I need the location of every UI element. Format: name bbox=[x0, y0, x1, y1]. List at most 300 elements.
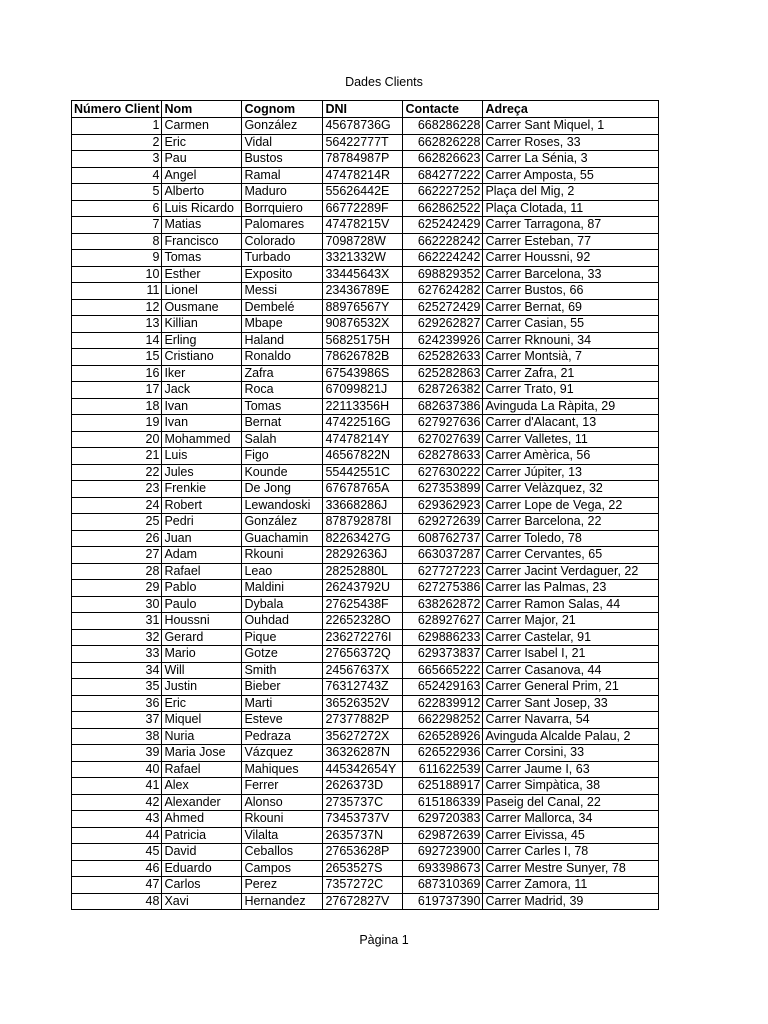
first-name-cell: Eduardo bbox=[162, 860, 242, 877]
dni-cell: 33445643X bbox=[323, 266, 403, 283]
table-row bbox=[72, 530, 659, 547]
first-name-cell: Jules bbox=[162, 464, 242, 481]
client-number-cell: 32 bbox=[72, 629, 162, 646]
client-number-cell: 24 bbox=[72, 497, 162, 514]
contact-cell: 693398673 bbox=[403, 860, 483, 877]
table-row bbox=[72, 250, 659, 267]
first-name-cell: Maria Jose bbox=[162, 745, 242, 762]
first-name-cell: Jack bbox=[162, 382, 242, 399]
table-row bbox=[72, 613, 659, 630]
last-name-cell: Colorado bbox=[242, 233, 323, 250]
client-number-cell: 29 bbox=[72, 580, 162, 597]
client-number-cell: 23 bbox=[72, 481, 162, 498]
client-number-cell: 1 bbox=[72, 118, 162, 135]
contact-cell: 622839912 bbox=[403, 695, 483, 712]
table-row bbox=[72, 481, 659, 498]
column-header-dni: DNI bbox=[323, 101, 403, 118]
table-row bbox=[72, 877, 659, 894]
address-cell: Carrer Sant Josep, 33 bbox=[483, 695, 659, 712]
last-name-cell: Dybala bbox=[242, 596, 323, 613]
dni-cell: 28292636J bbox=[323, 547, 403, 564]
last-name-cell: Campos bbox=[242, 860, 323, 877]
contact-cell: 629373837 bbox=[403, 646, 483, 663]
first-name-cell: Frenkie bbox=[162, 481, 242, 498]
contact-cell: 608762737 bbox=[403, 530, 483, 547]
first-name-cell: Gerard bbox=[162, 629, 242, 646]
dni-cell: 445342654Y bbox=[323, 761, 403, 778]
address-cell: Avinguda La Ràpita, 29 bbox=[483, 398, 659, 415]
last-name-cell: Guachamin bbox=[242, 530, 323, 547]
table-row bbox=[72, 679, 659, 696]
dni-cell: 78626782B bbox=[323, 349, 403, 366]
contact-cell: 624239926 bbox=[403, 332, 483, 349]
table-row bbox=[72, 200, 659, 217]
client-number-cell: 20 bbox=[72, 431, 162, 448]
last-name-cell: Perez bbox=[242, 877, 323, 894]
table-row bbox=[72, 233, 659, 250]
contact-cell: 627275386 bbox=[403, 580, 483, 597]
last-name-cell: Leao bbox=[242, 563, 323, 580]
dni-cell: 2735737C bbox=[323, 794, 403, 811]
dni-cell: 46567822N bbox=[323, 448, 403, 465]
last-name-cell: Pique bbox=[242, 629, 323, 646]
last-name-cell: Gotze bbox=[242, 646, 323, 663]
address-cell: Carrer Barcelona, 33 bbox=[483, 266, 659, 283]
contact-cell: 627927636 bbox=[403, 415, 483, 432]
client-number-cell: 34 bbox=[72, 662, 162, 679]
address-cell: Carrer Zafra, 21 bbox=[483, 365, 659, 382]
first-name-cell: Luis bbox=[162, 448, 242, 465]
last-name-cell: Rkouni bbox=[242, 811, 323, 828]
table-row bbox=[72, 844, 659, 861]
contact-cell: 627727223 bbox=[403, 563, 483, 580]
first-name-cell: Cristiano bbox=[162, 349, 242, 366]
table-body bbox=[72, 118, 659, 910]
client-number-cell: 40 bbox=[72, 761, 162, 778]
address-cell: Paseig del Canal, 22 bbox=[483, 794, 659, 811]
contact-cell: 625272429 bbox=[403, 299, 483, 316]
address-cell: Carrer Esteban, 77 bbox=[483, 233, 659, 250]
address-cell: Plaça Clotada, 11 bbox=[483, 200, 659, 217]
client-number-cell: 47 bbox=[72, 877, 162, 894]
address-cell: Carrer Zamora, 11 bbox=[483, 877, 659, 894]
address-cell: Carrer Amèrica, 56 bbox=[483, 448, 659, 465]
table-row bbox=[72, 745, 659, 762]
first-name-cell: Iker bbox=[162, 365, 242, 382]
last-name-cell: Maldini bbox=[242, 580, 323, 597]
clients-table bbox=[71, 100, 659, 910]
last-name-cell: Bustos bbox=[242, 151, 323, 168]
last-name-cell: Bernat bbox=[242, 415, 323, 432]
last-name-cell: Roca bbox=[242, 382, 323, 399]
dni-cell: 3321332W bbox=[323, 250, 403, 267]
address-cell: Carrer Major, 21 bbox=[483, 613, 659, 630]
dni-cell: 90876532X bbox=[323, 316, 403, 333]
last-name-cell: Kounde bbox=[242, 464, 323, 481]
dni-cell: 2626373D bbox=[323, 778, 403, 795]
table-row bbox=[72, 712, 659, 729]
client-number-cell: 16 bbox=[72, 365, 162, 382]
dni-cell: 47422516G bbox=[323, 415, 403, 432]
dni-cell: 82263427G bbox=[323, 530, 403, 547]
contact-cell: 628927627 bbox=[403, 613, 483, 630]
client-number-cell: 7 bbox=[72, 217, 162, 234]
dni-cell: 88976567Y bbox=[323, 299, 403, 316]
contact-cell: 662298252 bbox=[403, 712, 483, 729]
table-row bbox=[72, 365, 659, 382]
last-name-cell: Mbape bbox=[242, 316, 323, 333]
client-number-cell: 48 bbox=[72, 893, 162, 910]
table-row bbox=[72, 695, 659, 712]
contact-cell: 627624282 bbox=[403, 283, 483, 300]
client-number-cell: 5 bbox=[72, 184, 162, 201]
address-cell: Carrer Trato, 91 bbox=[483, 382, 659, 399]
last-name-cell: Ferrer bbox=[242, 778, 323, 795]
last-name-cell: Figo bbox=[242, 448, 323, 465]
client-number-cell: 27 bbox=[72, 547, 162, 564]
address-cell: Carrer Corsini, 33 bbox=[483, 745, 659, 762]
page-footer: Pàgina 1 bbox=[359, 933, 409, 947]
dni-cell: 76312743Z bbox=[323, 679, 403, 696]
dni-cell: 22113356H bbox=[323, 398, 403, 415]
table-row bbox=[72, 563, 659, 580]
first-name-cell: Pablo bbox=[162, 580, 242, 597]
last-name-cell: Messi bbox=[242, 283, 323, 300]
column-header-address: Adreça bbox=[483, 101, 659, 118]
client-number-cell: 18 bbox=[72, 398, 162, 415]
client-number-cell: 9 bbox=[72, 250, 162, 267]
last-name-cell: Haland bbox=[242, 332, 323, 349]
last-name-cell: Rkouni bbox=[242, 547, 323, 564]
client-number-cell: 19 bbox=[72, 415, 162, 432]
table-row bbox=[72, 415, 659, 432]
contact-cell: 662224242 bbox=[403, 250, 483, 267]
client-number-cell: 44 bbox=[72, 827, 162, 844]
table-row bbox=[72, 299, 659, 316]
contact-cell: 698829352 bbox=[403, 266, 483, 283]
first-name-cell: Angel bbox=[162, 167, 242, 184]
dni-cell: 67099821J bbox=[323, 382, 403, 399]
table-row bbox=[72, 646, 659, 663]
client-number-cell: 25 bbox=[72, 514, 162, 531]
dni-cell: 27672827V bbox=[323, 893, 403, 910]
contact-cell: 611622539 bbox=[403, 761, 483, 778]
first-name-cell: Pedri bbox=[162, 514, 242, 531]
address-cell: Carrer Casian, 55 bbox=[483, 316, 659, 333]
first-name-cell: Will bbox=[162, 662, 242, 679]
client-number-cell: 28 bbox=[72, 563, 162, 580]
contact-cell: 663037287 bbox=[403, 547, 483, 564]
first-name-cell: Patricia bbox=[162, 827, 242, 844]
address-cell: Carrer Isabel I, 21 bbox=[483, 646, 659, 663]
address-cell: Carrer Eivissa, 45 bbox=[483, 827, 659, 844]
client-number-cell: 11 bbox=[72, 283, 162, 300]
address-cell: Carrer Montsià, 7 bbox=[483, 349, 659, 366]
client-number-cell: 14 bbox=[72, 332, 162, 349]
first-name-cell: Nuria bbox=[162, 728, 242, 745]
first-name-cell: Ivan bbox=[162, 415, 242, 432]
table-row bbox=[72, 794, 659, 811]
first-name-cell: Killian bbox=[162, 316, 242, 333]
contact-cell: 662826228 bbox=[403, 134, 483, 151]
column-header-client-number: Número Client bbox=[72, 101, 162, 118]
table-row bbox=[72, 382, 659, 399]
client-number-cell: 45 bbox=[72, 844, 162, 861]
first-name-cell: Matias bbox=[162, 217, 242, 234]
contact-cell: 629362923 bbox=[403, 497, 483, 514]
last-name-cell: De Jong bbox=[242, 481, 323, 498]
last-name-cell: Marti bbox=[242, 695, 323, 712]
last-name-cell: Esteve bbox=[242, 712, 323, 729]
table-row bbox=[72, 893, 659, 910]
dni-cell: 67678765A bbox=[323, 481, 403, 498]
dni-cell: 33668286J bbox=[323, 497, 403, 514]
contact-cell: 625282633 bbox=[403, 349, 483, 366]
dni-cell: 23436789E bbox=[323, 283, 403, 300]
client-number-cell: 43 bbox=[72, 811, 162, 828]
client-number-cell: 4 bbox=[72, 167, 162, 184]
contact-cell: 626528926 bbox=[403, 728, 483, 745]
dni-cell: 36326287N bbox=[323, 745, 403, 762]
table-row bbox=[72, 860, 659, 877]
last-name-cell: Ceballos bbox=[242, 844, 323, 861]
contact-cell: 619737390 bbox=[403, 893, 483, 910]
first-name-cell: Houssni bbox=[162, 613, 242, 630]
last-name-cell: Vázquez bbox=[242, 745, 323, 762]
first-name-cell: Carlos bbox=[162, 877, 242, 894]
table-row bbox=[72, 662, 659, 679]
client-number-cell: 39 bbox=[72, 745, 162, 762]
table-row bbox=[72, 497, 659, 514]
contact-cell: 627630222 bbox=[403, 464, 483, 481]
client-number-cell: 15 bbox=[72, 349, 162, 366]
last-name-cell: Ouhdad bbox=[242, 613, 323, 630]
contact-cell: 629720383 bbox=[403, 811, 483, 828]
client-number-cell: 2 bbox=[72, 134, 162, 151]
dni-cell: 2653527S bbox=[323, 860, 403, 877]
first-name-cell: Alex bbox=[162, 778, 242, 795]
table-row bbox=[72, 398, 659, 415]
contact-cell: 638262872 bbox=[403, 596, 483, 613]
column-header-first-name: Nom bbox=[162, 101, 242, 118]
first-name-cell: Carmen bbox=[162, 118, 242, 135]
dni-cell: 27377882P bbox=[323, 712, 403, 729]
dni-cell: 7357272C bbox=[323, 877, 403, 894]
table-row bbox=[72, 316, 659, 333]
contact-cell: 615186339 bbox=[403, 794, 483, 811]
last-name-cell: González bbox=[242, 118, 323, 135]
contact-cell: 629872639 bbox=[403, 827, 483, 844]
table-row bbox=[72, 134, 659, 151]
address-cell: Carrer Mestre Sunyer, 78 bbox=[483, 860, 659, 877]
first-name-cell: Xavi bbox=[162, 893, 242, 910]
client-number-cell: 46 bbox=[72, 860, 162, 877]
last-name-cell: Hernandez bbox=[242, 893, 323, 910]
address-cell: Carrer Toledo, 78 bbox=[483, 530, 659, 547]
dni-cell: 26243792U bbox=[323, 580, 403, 597]
address-cell: Carrer Mallorca, 34 bbox=[483, 811, 659, 828]
last-name-cell: Pedraza bbox=[242, 728, 323, 745]
table-row bbox=[72, 629, 659, 646]
contact-cell: 625188917 bbox=[403, 778, 483, 795]
last-name-cell: Tomas bbox=[242, 398, 323, 415]
contact-cell: 684277222 bbox=[403, 167, 483, 184]
first-name-cell: David bbox=[162, 844, 242, 861]
first-name-cell: Mario bbox=[162, 646, 242, 663]
dni-cell: 22652328O bbox=[323, 613, 403, 630]
contact-cell: 652429163 bbox=[403, 679, 483, 696]
table-row bbox=[72, 283, 659, 300]
address-cell: Carrer Houssni, 92 bbox=[483, 250, 659, 267]
first-name-cell: Ivan bbox=[162, 398, 242, 415]
dni-cell: 56422777T bbox=[323, 134, 403, 151]
client-number-cell: 37 bbox=[72, 712, 162, 729]
table-row bbox=[72, 827, 659, 844]
address-cell: Carrer General Prim, 21 bbox=[483, 679, 659, 696]
client-number-cell: 38 bbox=[72, 728, 162, 745]
first-name-cell: Esther bbox=[162, 266, 242, 283]
client-number-cell: 41 bbox=[72, 778, 162, 795]
dni-cell: 73453737V bbox=[323, 811, 403, 828]
address-cell: Carrer Jacint Verdaguer, 22 bbox=[483, 563, 659, 580]
first-name-cell: Tomas bbox=[162, 250, 242, 267]
dni-cell: 47478214R bbox=[323, 167, 403, 184]
contact-cell: 668286228 bbox=[403, 118, 483, 135]
dni-cell: 236272276I bbox=[323, 629, 403, 646]
dni-cell: 55442551C bbox=[323, 464, 403, 481]
address-cell: Carrer Velàzquez, 32 bbox=[483, 481, 659, 498]
address-cell: Carrer Rknouni, 34 bbox=[483, 332, 659, 349]
dni-cell: 7098728W bbox=[323, 233, 403, 250]
table-row bbox=[72, 778, 659, 795]
address-cell: Carrer Bustos, 66 bbox=[483, 283, 659, 300]
client-number-cell: 33 bbox=[72, 646, 162, 663]
last-name-cell: Mahiques bbox=[242, 761, 323, 778]
table-row bbox=[72, 811, 659, 828]
first-name-cell: Eric bbox=[162, 695, 242, 712]
dni-cell: 47478215V bbox=[323, 217, 403, 234]
dni-cell: 78784987P bbox=[323, 151, 403, 168]
table-row bbox=[72, 580, 659, 597]
table-row bbox=[72, 761, 659, 778]
table-row bbox=[72, 332, 659, 349]
address-cell: Carrer Bernat, 69 bbox=[483, 299, 659, 316]
client-number-cell: 31 bbox=[72, 613, 162, 630]
address-cell: Carrer Navarra, 54 bbox=[483, 712, 659, 729]
dni-cell: 47478214Y bbox=[323, 431, 403, 448]
address-cell: Carrer Casanova, 44 bbox=[483, 662, 659, 679]
address-cell: Avinguda Alcalde Palau, 2 bbox=[483, 728, 659, 745]
first-name-cell: Francisco bbox=[162, 233, 242, 250]
address-cell: Carrer Júpiter, 13 bbox=[483, 464, 659, 481]
address-cell: Carrer Carles I, 78 bbox=[483, 844, 659, 861]
dni-cell: 24567637X bbox=[323, 662, 403, 679]
table-row bbox=[72, 118, 659, 135]
client-number-cell: 22 bbox=[72, 464, 162, 481]
table-header-row bbox=[72, 101, 659, 118]
last-name-cell: Turbado bbox=[242, 250, 323, 267]
contact-cell: 628726382 bbox=[403, 382, 483, 399]
contact-cell: 687310369 bbox=[403, 877, 483, 894]
contact-cell: 662862522 bbox=[403, 200, 483, 217]
first-name-cell: Luis Ricardo bbox=[162, 200, 242, 217]
first-name-cell: Mohammed bbox=[162, 431, 242, 448]
dni-cell: 27653628P bbox=[323, 844, 403, 861]
dni-cell: 66772289F bbox=[323, 200, 403, 217]
first-name-cell: Paulo bbox=[162, 596, 242, 613]
table-row bbox=[72, 349, 659, 366]
address-cell: Carrer Roses, 33 bbox=[483, 134, 659, 151]
first-name-cell: Justin bbox=[162, 679, 242, 696]
last-name-cell: Smith bbox=[242, 662, 323, 679]
client-number-cell: 10 bbox=[72, 266, 162, 283]
first-name-cell: Alberto bbox=[162, 184, 242, 201]
page-title: Dades Clients bbox=[345, 75, 423, 89]
contact-cell: 625282863 bbox=[403, 365, 483, 382]
first-name-cell: Pau bbox=[162, 151, 242, 168]
contact-cell: 662228242 bbox=[403, 233, 483, 250]
contact-cell: 692723900 bbox=[403, 844, 483, 861]
address-cell: Carrer Amposta, 55 bbox=[483, 167, 659, 184]
dni-cell: 27625438F bbox=[323, 596, 403, 613]
contact-cell: 682637386 bbox=[403, 398, 483, 415]
contact-cell: 628278633 bbox=[403, 448, 483, 465]
table-row bbox=[72, 514, 659, 531]
client-number-cell: 42 bbox=[72, 794, 162, 811]
table-row bbox=[72, 728, 659, 745]
contact-cell: 665665222 bbox=[403, 662, 483, 679]
table-row bbox=[72, 217, 659, 234]
dni-cell: 36526352V bbox=[323, 695, 403, 712]
table-row bbox=[72, 184, 659, 201]
first-name-cell: Robert bbox=[162, 497, 242, 514]
client-number-cell: 13 bbox=[72, 316, 162, 333]
last-name-cell: Ronaldo bbox=[242, 349, 323, 366]
column-header-contact: Contacte bbox=[403, 101, 483, 118]
first-name-cell: Alexander bbox=[162, 794, 242, 811]
client-number-cell: 6 bbox=[72, 200, 162, 217]
address-cell: Carrer Valletes, 11 bbox=[483, 431, 659, 448]
table-row bbox=[72, 547, 659, 564]
contact-cell: 627353899 bbox=[403, 481, 483, 498]
address-cell: Plaça del Mig, 2 bbox=[483, 184, 659, 201]
dni-cell: 35627272X bbox=[323, 728, 403, 745]
client-number-cell: 35 bbox=[72, 679, 162, 696]
dni-cell: 55626442E bbox=[323, 184, 403, 201]
column-header-last-name: Cognom bbox=[242, 101, 323, 118]
last-name-cell: Borrquiero bbox=[242, 200, 323, 217]
last-name-cell: González bbox=[242, 514, 323, 531]
client-number-cell: 17 bbox=[72, 382, 162, 399]
first-name-cell: Lionel bbox=[162, 283, 242, 300]
address-cell: Carrer Barcelona, 22 bbox=[483, 514, 659, 531]
dni-cell: 28252880L bbox=[323, 563, 403, 580]
first-name-cell: Adam bbox=[162, 547, 242, 564]
address-cell: Carrer Cervantes, 65 bbox=[483, 547, 659, 564]
client-number-cell: 26 bbox=[72, 530, 162, 547]
contact-cell: 662227252 bbox=[403, 184, 483, 201]
address-cell: Carrer Sant Miquel, 1 bbox=[483, 118, 659, 135]
table-row bbox=[72, 167, 659, 184]
last-name-cell: Salah bbox=[242, 431, 323, 448]
client-number-cell: 3 bbox=[72, 151, 162, 168]
last-name-cell: Ramal bbox=[242, 167, 323, 184]
last-name-cell: Vilalta bbox=[242, 827, 323, 844]
last-name-cell: Bieber bbox=[242, 679, 323, 696]
client-number-cell: 12 bbox=[72, 299, 162, 316]
address-cell: Carrer Tarragona, 87 bbox=[483, 217, 659, 234]
contact-cell: 627027639 bbox=[403, 431, 483, 448]
